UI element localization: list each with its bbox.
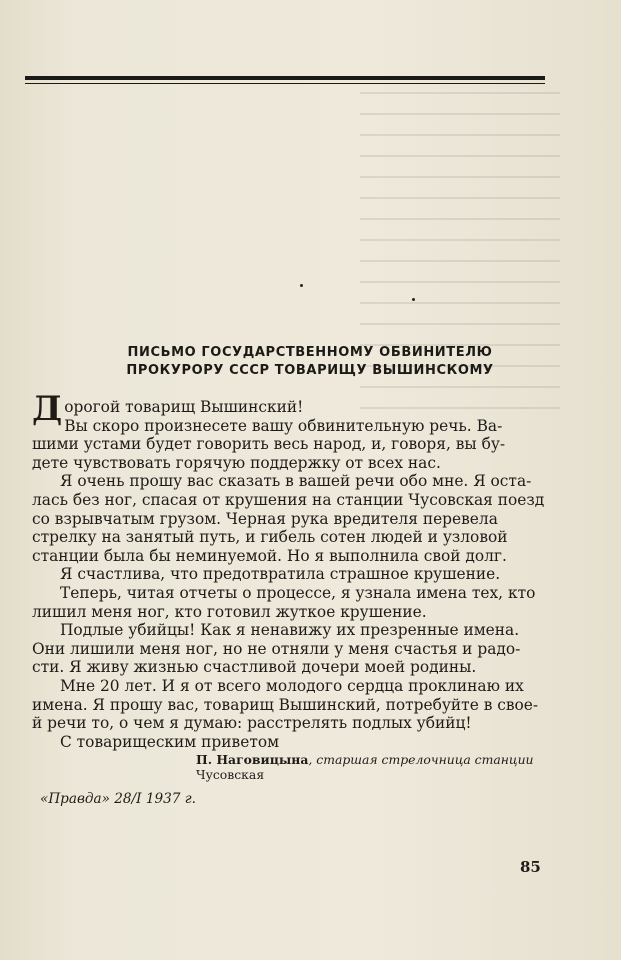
top-rule-thin	[25, 83, 545, 84]
letter-line: лишил меня ног, кто готовил жуткое крушение.	[32, 602, 427, 621]
signature-name: П. Наговицына	[196, 752, 309, 767]
letter-heading-line-2: ПРОКУРОРУ СССР ТОВАРИЩУ ВЫШИНСКОМУ	[126, 363, 494, 378]
signature-station: Чусовская	[196, 767, 265, 782]
letter-line: й речи то, о чем я думаю: расстрелять подлых убийц!	[32, 714, 472, 733]
signature-role: , старшая стрелочница станции	[308, 752, 534, 767]
letter-line: со взрывчатым грузом. Черная рука вредителя перевела	[32, 509, 498, 528]
letter-greeting: орогой товарищ Вышинский!	[64, 398, 304, 416]
signature-block	[196, 752, 556, 782]
source-citation: «Правда» 28/I 1937 г.	[40, 791, 196, 807]
paper-speck	[412, 298, 415, 301]
letter-line: лась без ног, спасая от крушения на станции Чусовская поезд	[32, 490, 545, 509]
letter-closing: С товарищеским приветом	[60, 732, 280, 751]
letter-line: имена. Я прошу вас, товарищ Вышинский, потребуйте в свое-	[32, 695, 539, 714]
letter-line: Теперь, читая отчеты о процессе, я узнала имена тех, кто	[60, 583, 536, 602]
letter-line: шими устами будет говорить весь народ, и, говоря, вы бу-	[32, 435, 506, 454]
page-number: 85	[520, 858, 541, 876]
top-rule-thick	[25, 76, 545, 80]
letter-line: сти. Я живу жизнью счастливой дочери моей родины.	[32, 658, 477, 677]
letter-line: Подлые убийцы! Как я ненавижу их презренные имена.	[60, 621, 520, 640]
letter-line: Мне 20 лет. И я от всего молодого сердца проклинаю их	[60, 676, 524, 695]
paper-speck	[300, 284, 303, 287]
letter-line: стрелку на занятый путь, и гибель сотен людей и узловой	[32, 528, 508, 547]
drop-cap: Д	[32, 389, 63, 429]
letter-line: станции была бы неминуемой. Но я выполнила свой долг.	[32, 546, 507, 565]
letter-line: дете чувствовать горячую поддержку от всех нас.	[32, 453, 441, 472]
letter-body	[32, 389, 545, 751]
letter-line: Вы скоро произнесете вашу обвинительную речь. Ва-	[64, 416, 503, 435]
letter-line: Я очень прошу вас сказать в вашей речи обо мне. Я оста-	[60, 472, 532, 491]
letter-heading-line-1: ПИСЬМО ГОСУДАРСТВЕННОМУ ОБВИНИТЕЛЮ	[127, 345, 493, 360]
letter-line: Я счастлива, что предотвратила страшное крушение.	[60, 565, 501, 584]
letter-line: Они лишили меня ног, но не отняли у меня счастья и радо-	[32, 639, 521, 658]
